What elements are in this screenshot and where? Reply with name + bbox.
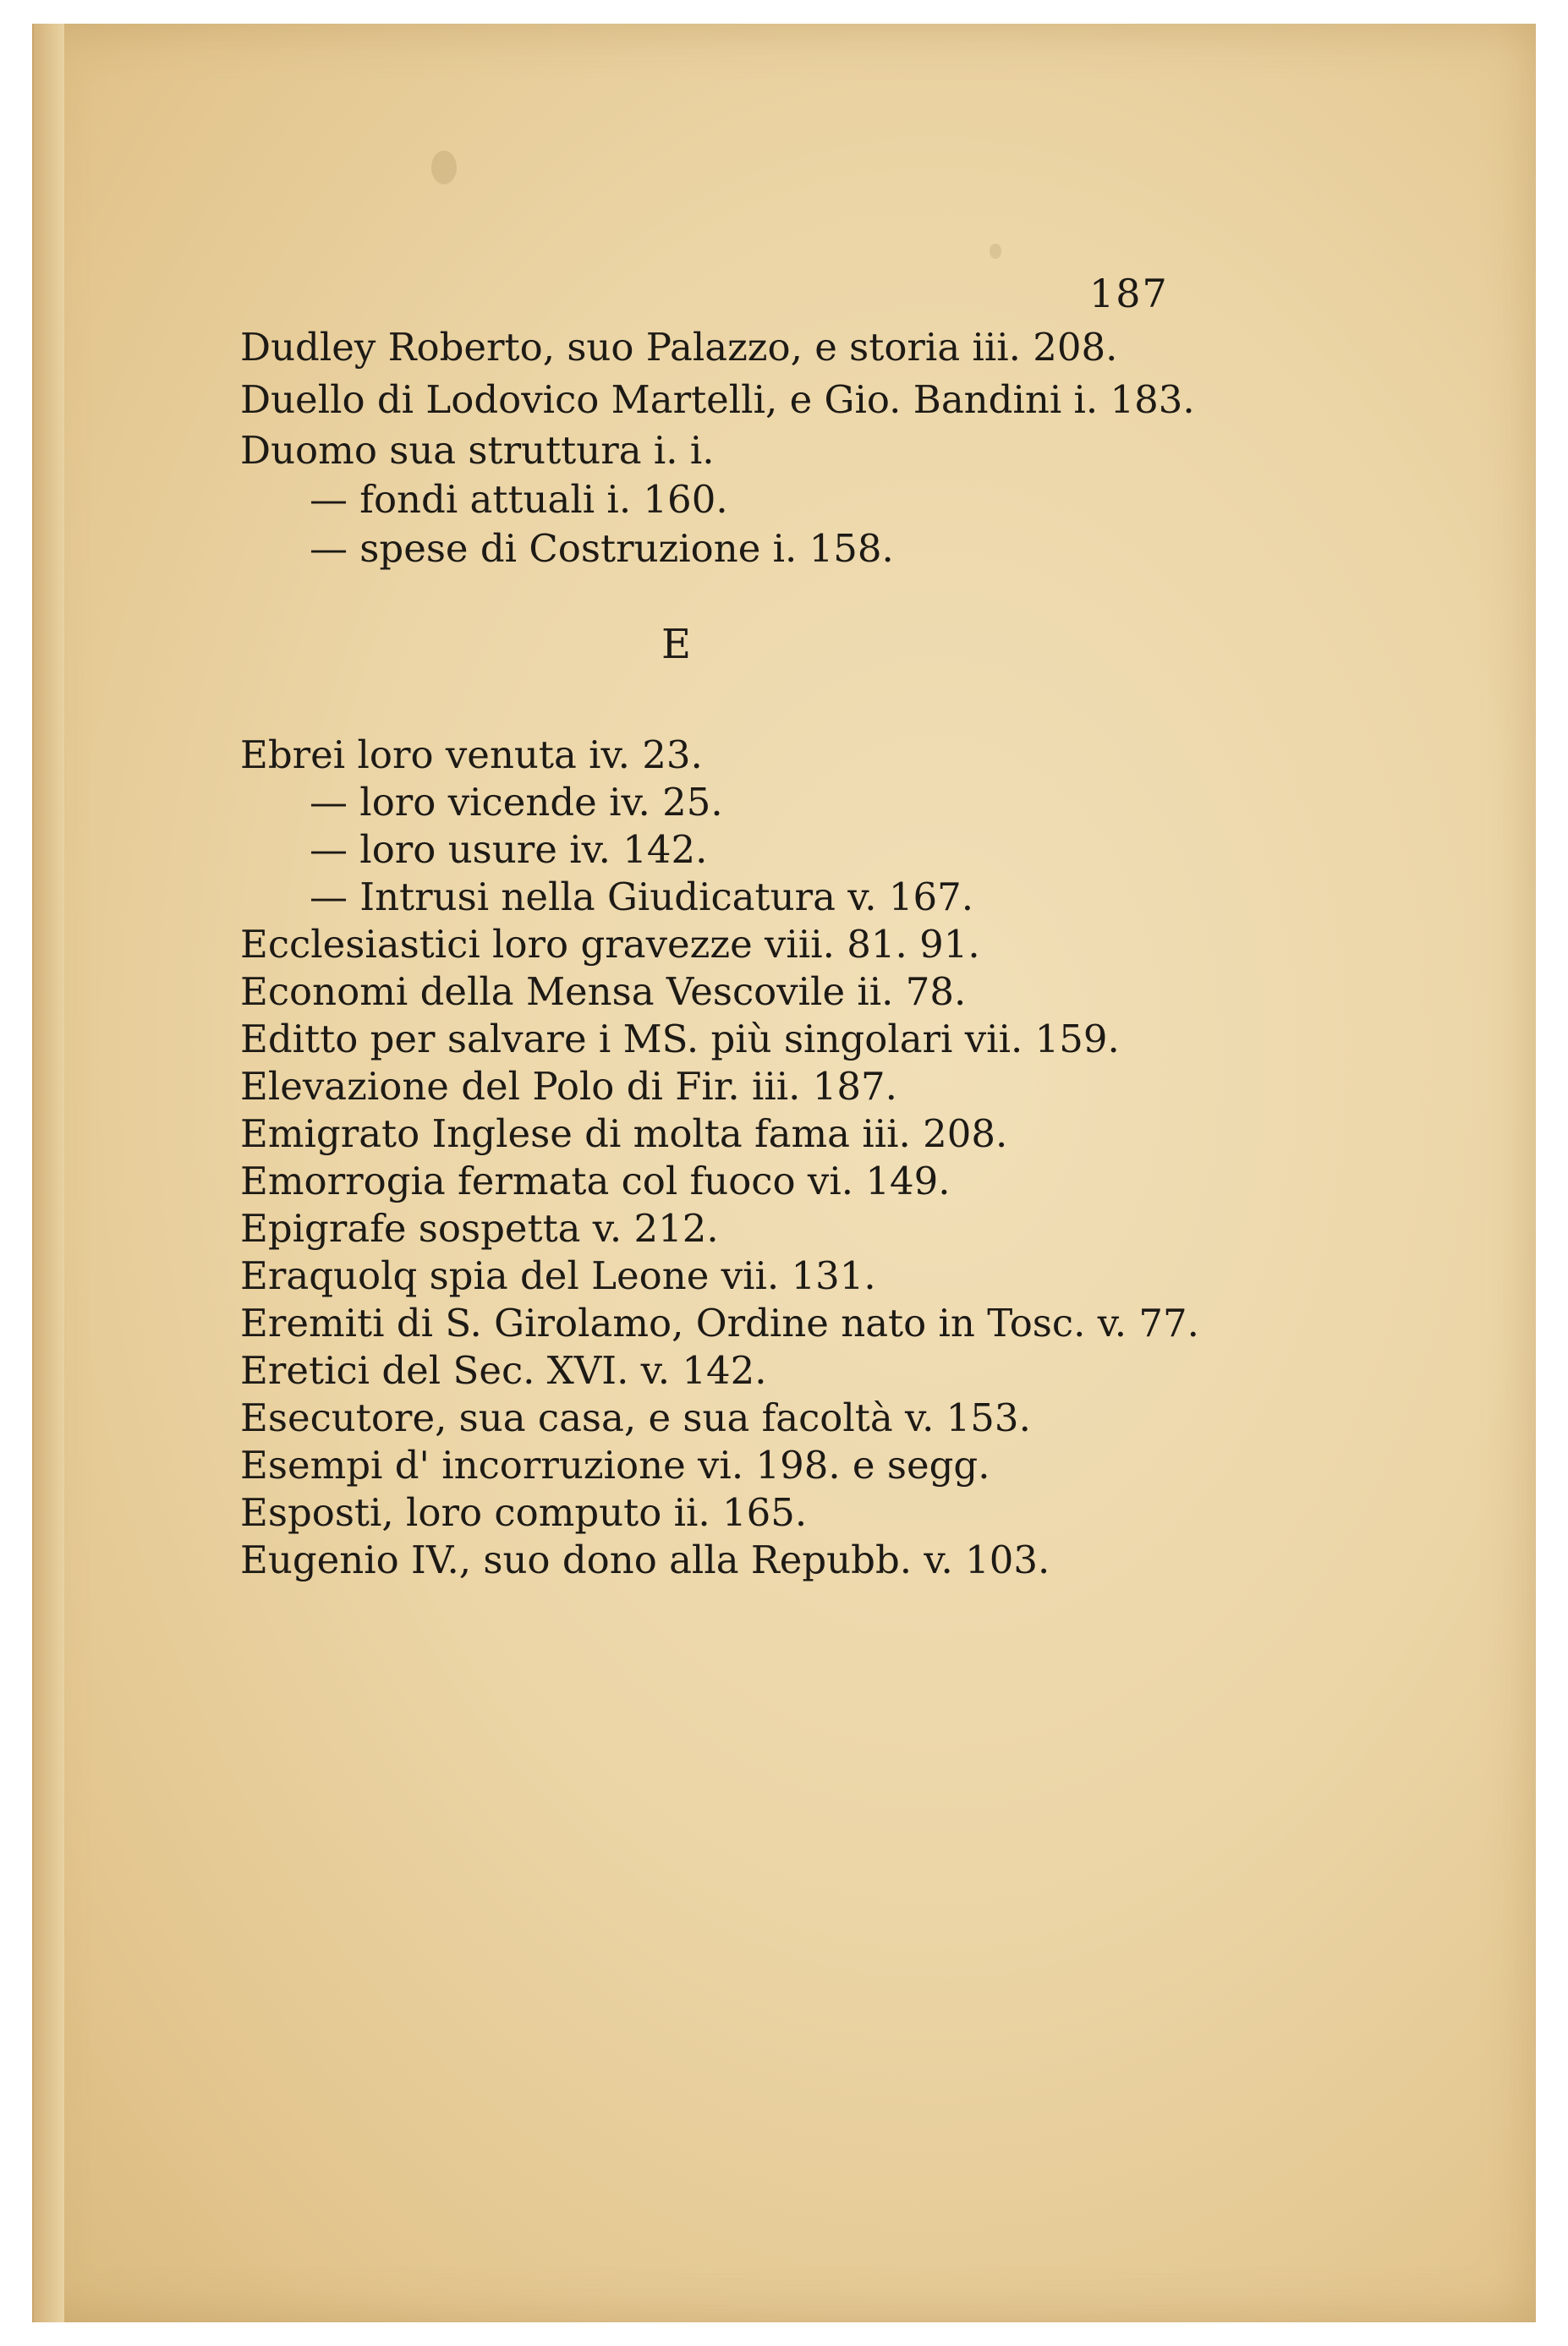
index-entry: Duello di Lodovico Martelli, e Gio. Bandini i. 183. [240, 377, 1195, 422]
index-entry: Eremiti di S. Girolamo, Ordine nato in Tosc. v. 77. [240, 1301, 1199, 1346]
index-sub-entry: — loro vicende iv. 25. [310, 780, 723, 825]
index-sub-entry: — spese di Costruzione i. 158. [310, 526, 894, 571]
index-entry: Dudley Roberto, suo Palazzo, e storia iii. 208. [240, 325, 1118, 370]
index-entry: Esecutore, sua casa, e sua facoltà v. 153. [240, 1395, 1031, 1440]
index-entry: Editto per salvare i MS. più singolari vii. 159. [240, 1017, 1120, 1061]
index-sub-entry: — Intrusi nella Giudicatura v. 167. [310, 874, 974, 919]
index-entry: Emigrato Inglese di molta fama iii. 208. [240, 1111, 1008, 1156]
index-entry: Emorrogia fermata col fuoco vi. 149. [240, 1159, 951, 1203]
index-entry: Duomo sua struttura i. i. [240, 428, 715, 473]
index-entry: Eugenio IV., suo dono alla Repubb. v. 103. [240, 1538, 1050, 1582]
index-entry: Eretici del Sec. XVI. v. 142. [240, 1348, 767, 1393]
paper-stain [431, 151, 457, 184]
book-page [32, 24, 1536, 2322]
index-entry: Ecclesiastici loro gravezze viii. 81. 91. [240, 922, 980, 967]
index-entry: Ebrei loro venuta iv. 23. [240, 732, 703, 777]
index-sub-entry: — fondi attuali i. 160. [310, 477, 728, 522]
index-entry: Esempi d' incorruzione vi. 198. e segg. [240, 1443, 990, 1488]
index-entry: Esposti, loro computo ii. 165. [240, 1490, 808, 1535]
index-entry: Economi della Mensa Vescovile ii. 78. [240, 969, 967, 1014]
index-sub-entry: — loro usure iv. 142. [310, 827, 708, 872]
paper-stain [990, 244, 1001, 259]
page-number: 187 [1089, 271, 1169, 316]
page-gutter [34, 24, 64, 2322]
index-entry: Epigrafe sospetta v. 212. [240, 1206, 719, 1251]
index-entry: Eraquolq spia del Leone vii. 131. [240, 1253, 876, 1298]
index-entry: Elevazione del Polo di Fir. iii. 187. [240, 1064, 897, 1109]
section-letter-e: E [661, 621, 692, 668]
